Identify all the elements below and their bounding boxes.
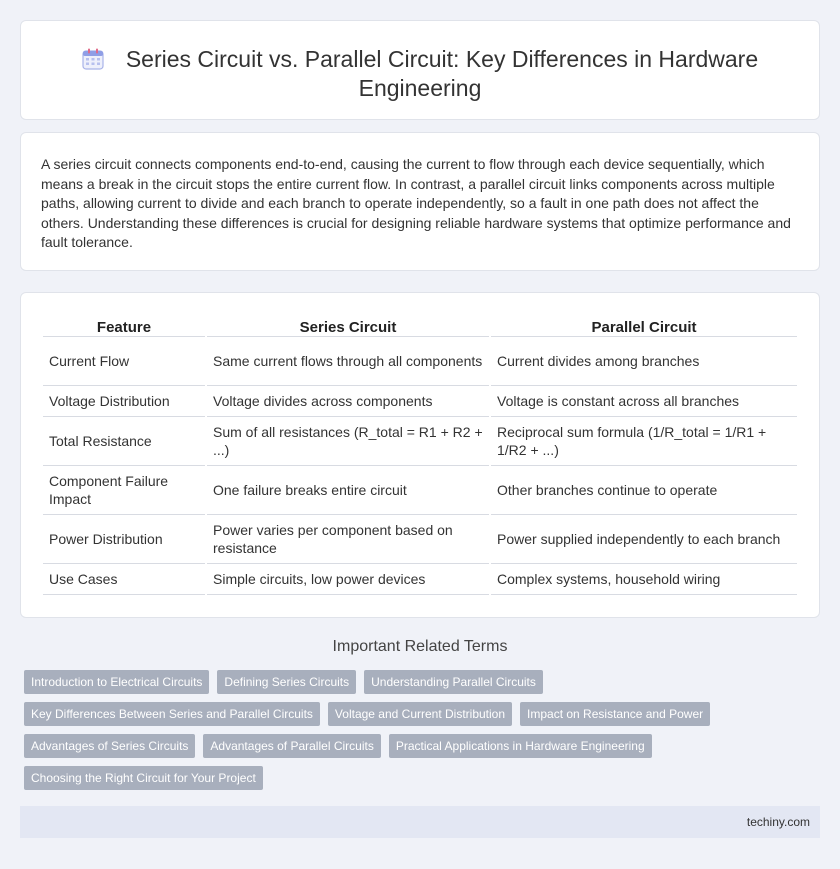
table-cell: Simple circuits, low power devices [207,564,489,595]
table-row [43,417,797,466]
table-cell: Complex systems, household wiring [491,564,797,595]
comparison-table-card [20,292,820,618]
title-line-2: Engineering [358,75,482,101]
related-term-tag[interactable]: Defining Series Circuits [217,670,356,694]
related-term-tag[interactable]: Advantages of Parallel Circuits [203,734,380,758]
related-term-tag[interactable]: Advantages of Series Circuits [24,734,195,758]
related-term-tag[interactable]: Impact on Resistance and Power [520,702,710,726]
table-cell: Other branches continue to operate [491,466,797,515]
table-cell: Power supplied independently to each branch [491,515,797,564]
table-cell: Voltage Distribution [43,386,205,417]
header-parallel: Parallel Circuit [491,315,797,337]
table-row [43,466,797,515]
table-cell: Total Resistance [43,417,205,466]
related-term-tag[interactable]: Practical Applications in Hardware Engineering [389,734,652,758]
related-term-tag[interactable]: Key Differences Between Series and Parallel Circuits [24,702,320,726]
footer-site-link[interactable]: techiny.com [746,815,810,829]
comparison-table [41,315,799,595]
related-term-tag[interactable]: Choosing the Right Circuit for Your Project [24,766,263,790]
table-cell: One failure breaks entire circuit [207,466,489,515]
table-cell: Current Flow [43,337,205,386]
intro-card [20,132,820,271]
title-line-1: Series Circuit vs. Parallel Circuit: Key Differences in Hardware [125,46,759,72]
page-title [21,45,819,103]
table-cell: Sum of all resistances (R_total = R1 + R2 + ...) [207,417,489,466]
table-cell: Use Cases [43,564,205,595]
table-row [43,564,797,595]
table-cell: Component Failure Impact [43,466,205,515]
header-card [20,20,820,120]
footer [20,806,820,838]
related-term-tag[interactable]: Understanding Parallel Circuits [364,670,543,694]
table-cell: Voltage is constant across all branches [491,386,797,417]
table-cell: Power varies per component based on resistance [207,515,489,564]
header-series: Series Circuit [207,315,489,337]
related-terms-list [24,670,824,798]
table-cell: Voltage divides across components [207,386,489,417]
calendar-icon [82,48,104,70]
table-header-row [43,315,797,337]
table-cell: Current divides among branches [491,337,797,386]
table-cell: Power Distribution [43,515,205,564]
table-cell: Reciprocal sum formula (1/R_total = 1/R1 + 1/R2 + ...) [491,417,797,466]
table-row [43,386,797,417]
intro-paragraph: A series circuit connects components end-to-end, causing the current to flow through each device sequentially, which means a break in the circuit stops the entire current flow. In contrast, a parallel circuit links components across multiple paths, allowing current to divide and each branch to operate independently, so a fault in one path does not affect the others. Understanding these differences is crucial for designing reliable hardware systems that optimize performance and fault tolerance. [41,156,791,251]
related-term-tag[interactable]: Introduction to Electrical Circuits [24,670,209,694]
header-feature: Feature [43,315,205,337]
table-cell: Same current flows through all components [207,337,489,386]
table-row [43,337,797,386]
related-term-tag[interactable]: Voltage and Current Distribution [328,702,512,726]
table-row [43,515,797,564]
related-terms-title: Important Related Terms [332,638,508,655]
